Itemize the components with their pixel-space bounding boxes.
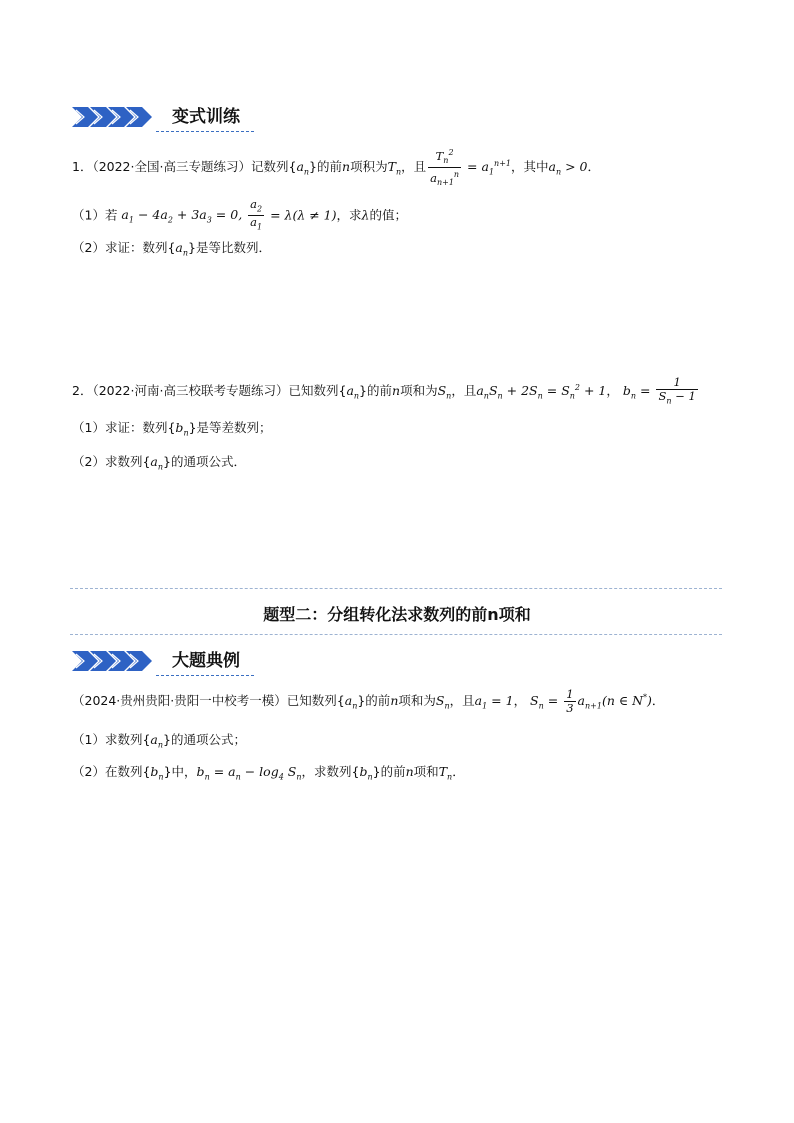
section-header-practice bbox=[72, 99, 250, 129]
question-1-part-2: （2）求证：数列$\{a_n\}$是等比数列． bbox=[72, 240, 271, 258]
question-2-stem: 2．（2022·河南·高三校联考专题练习）已知数列$\{a_n\}$的前n项和为$S_n$，且$a_nS_n + 2S_n = S_n^2 + 1$， $b_n$ = $\frac{1}{S_n - 1}$ bbox=[72, 375, 696, 406]
question-type-title: 题型二：分组转化法求数列的前n项和 bbox=[263, 605, 531, 624]
section-header-example bbox=[72, 643, 250, 673]
divider-top bbox=[70, 588, 722, 589]
question-1-stem: 1．（2022·全国·高三专题练习）记数列$\{a_n\}$的前n项积为$T_n$，且 $\frac{T_n^2}{a_{n+1}^n}$ = $a_1^{n+1}$，其中$a_n > 0$． bbox=[72, 148, 601, 188]
question-2-part-1: （1）求证：数列$\{b_n\}$是等差数列； bbox=[72, 420, 272, 438]
chevron-banner-icon bbox=[72, 649, 162, 673]
question-3-stem: （2024·贵州贵阳·贵阳一中校考一模）已知数列$\{a_n\}$的前n项和为$S_n$，且$a_1 = 1$， $S_n$ = $\frac{1}{3}$ $a_{n+1}(n$ ∈ N*)． bbox=[72, 687, 665, 716]
divider-bottom bbox=[70, 634, 722, 635]
question-2-part-2: （2）求数列$\{a_n\}$的通项公式． bbox=[72, 454, 246, 472]
chevron-banner-icon bbox=[72, 105, 162, 129]
section-title: 大题典例 bbox=[162, 646, 250, 673]
question-3-part-2: （2）在数列$\{b_n\}$中，$b_n = a_n - \log_4 S_n$，求数列$\{b_n\}$的前n项和$T_n$． bbox=[72, 764, 465, 782]
question-3-part-1: （1）求数列$\{a_n\}$的通项公式； bbox=[72, 732, 246, 750]
question-1-part-1: （1）若 $a_1 - 4a_2 + 3a_3 = 0$, $\frac{a_2}{a_1}$ = λ(λ ≠ 1)，求λ的值； bbox=[72, 197, 407, 232]
section-title: 变式训练 bbox=[162, 102, 250, 129]
